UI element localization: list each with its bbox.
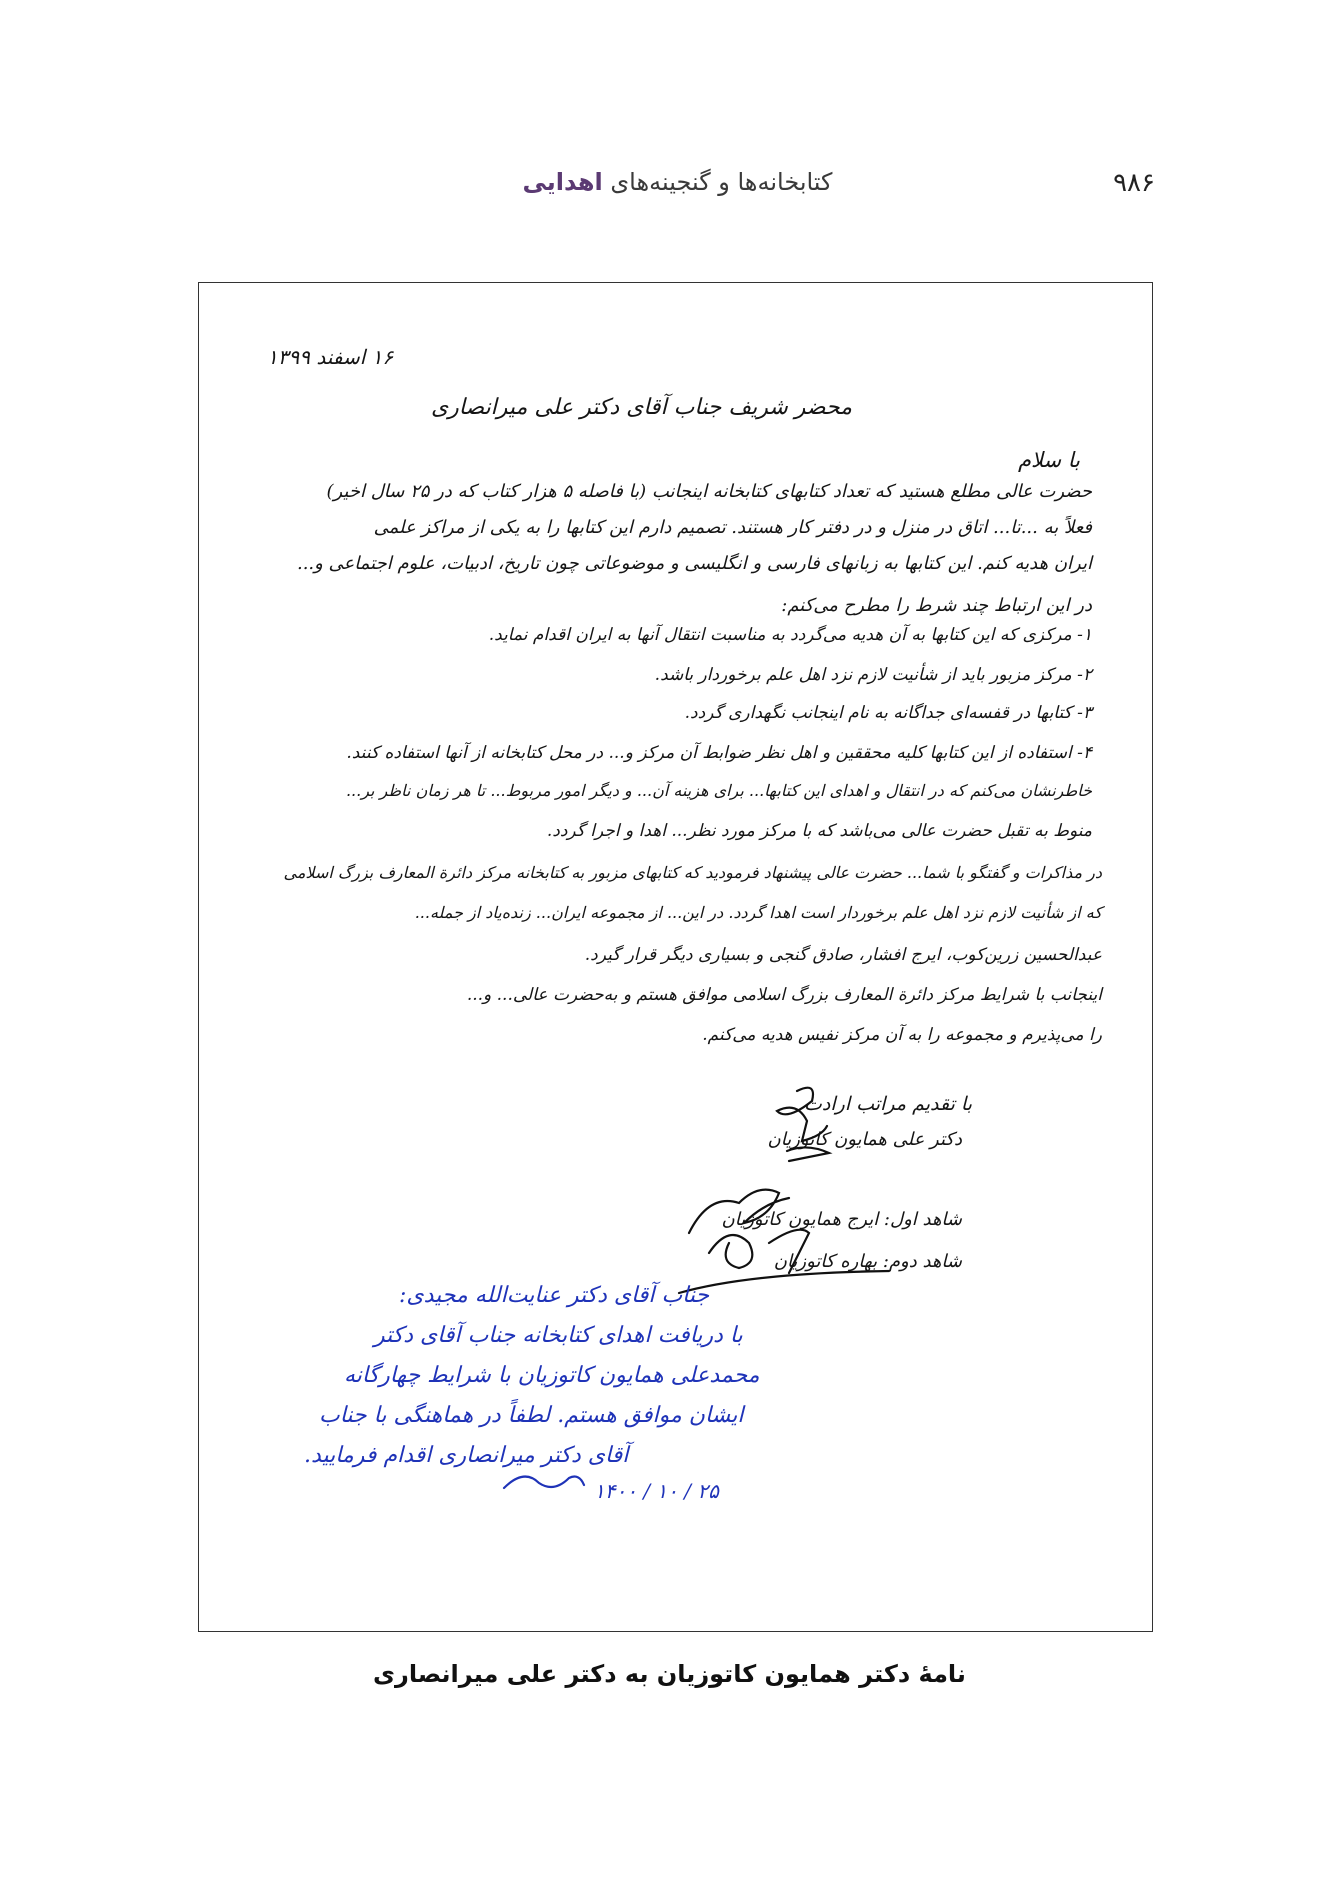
- page-number: ۹۸۶: [1113, 168, 1155, 198]
- author-signature: [767, 1081, 847, 1171]
- letter-body-line: فعلاً به ...تا... اتاق در منزل و در دفتر کار هستند. تصمیم دارم این کتابها را به یکی از مراکز علمی: [373, 517, 1092, 538]
- letter-condition: ۴- استفاده از این کتابها کلیه محققین و اهل نظر ضوابط آن مرکز و... در محل کتابخانه از آنها استفاده کنند.: [346, 743, 1092, 763]
- letter-condition: ۱- مرکزی که این کتابها به آن هدیه می‌گردد به مناسبت انتقال آنها به ایران اقدام نماید.: [488, 625, 1092, 645]
- letter-date: ۱۶ اسفند ۱۳۹۹: [267, 345, 394, 369]
- letter-closing-line: را می‌پذیرم و مجموعه را به آن مرکز نفیس هدیه می‌کنم.: [702, 1025, 1102, 1045]
- letter-signatory: دکتر علی همایون کاتوزیان: [767, 1129, 962, 1150]
- witness-signatures: [669, 1163, 899, 1303]
- annotation-line: جناب آقای دکتر عنایت‌الله مجیدی:: [399, 1283, 710, 1308]
- letter-closing-line: عبدالحسین زرین‌کوب، ایرج افشار، صادق گنجی و بسیاری دیگر قرار گیرد.: [584, 945, 1102, 965]
- running-title: [200, 168, 1155, 196]
- letter-condition: ۳- کتابها در قفسه‌ای جداگانه به نام اینجانب نگهداری گردد.: [684, 703, 1092, 723]
- letter-body-line: حضرت عالی مطلع هستید که تعداد کتابهای کتابخانه اینجانب (با فاصله ۵ هزار کتاب که در ۲۵ سال اخیر): [326, 481, 1092, 502]
- letter-closing-line: اینجانب با شرایط مرکز دائرة المعارف بزرگ اسلامی موافق هستم و به‌حضرت عالی... و...: [466, 985, 1102, 1005]
- annotation-signature: [499, 1463, 589, 1503]
- annotation-line: با دریافت اهدای کتابخانه جناب آقای دکتر: [374, 1323, 743, 1348]
- annotation-line: محمدعلی همایون کاتوزیان با شرایط چهارگانه: [344, 1363, 760, 1388]
- letter-body-line: ایران هدیه کنم. این کتابها به زبانهای فارسی و انگلیسی و موضوعاتی چون تاریخ، ادبیات، علوم اجتماعی و...: [296, 553, 1092, 574]
- letter-scan: [198, 282, 1153, 1632]
- annotation-line: ایشان موافق هستم. لطفاً در هماهنگی با جناب: [319, 1403, 744, 1428]
- letter-closing-line: در مذاکرات و گفتگو با شما... حضرت عالی پیشنهاد فرمودید که کتابهای مزبور به کتابخانه مرکز دائرة المعارف بزرگ اسلامی: [283, 863, 1102, 882]
- letter-regards: با تقدیم مراتب ارادت: [804, 1093, 972, 1115]
- page-header: [200, 168, 1155, 208]
- letter-body-line: در این ارتباط چند شرط را مطرح می‌کنم:: [781, 595, 1092, 616]
- letter-witness-2: شاهد دوم: بهاره کاتوزیان: [773, 1251, 962, 1272]
- letter-condition: منوط به تقبل حضرت عالی می‌باشد که با مرکز مورد نظر... اهدا و اجرا گردد.: [546, 821, 1092, 841]
- running-title-emphasis: اهدایی: [522, 168, 603, 196]
- annotation-date: ۲۵ / ۱۰ / ۱۴۰۰: [594, 1479, 719, 1503]
- running-title-prefix: کتابخانه‌ها و گنجینه‌های: [602, 168, 833, 196]
- letter-closing-line: که از شأنیت لازم نزد اهل علم برخوردار است اهدا گردد. در این... از مجموعه ایران... زنده‌یاد از جمله...: [414, 903, 1102, 922]
- letter-salutation: محضر شریف جناب آقای دکتر علی میرانصاری: [430, 395, 852, 420]
- letter-condition: ۲- مرکز مزبور باید از شأنیت لازم نزد اهل علم برخوردار باشد.: [654, 665, 1092, 685]
- figure-caption: نامهٔ دکتر همایون کاتوزیان به دکتر علی میرانصاری: [373, 1660, 966, 1688]
- letter-witness-1: شاهد اول: ایرج همایون کاتوزیان: [721, 1209, 962, 1230]
- letter-greeting: با سلام: [1017, 448, 1080, 472]
- letter-condition: خاطرنشان می‌کنم که در انتقال و اهدای این کتابها... برای هزینه آن... و دیگر امور مربوط... تا هر زمان ناظر بر...: [345, 781, 1092, 800]
- annotation-line: آقای دکتر میرانصاری اقدام فرمایید.: [304, 1443, 629, 1468]
